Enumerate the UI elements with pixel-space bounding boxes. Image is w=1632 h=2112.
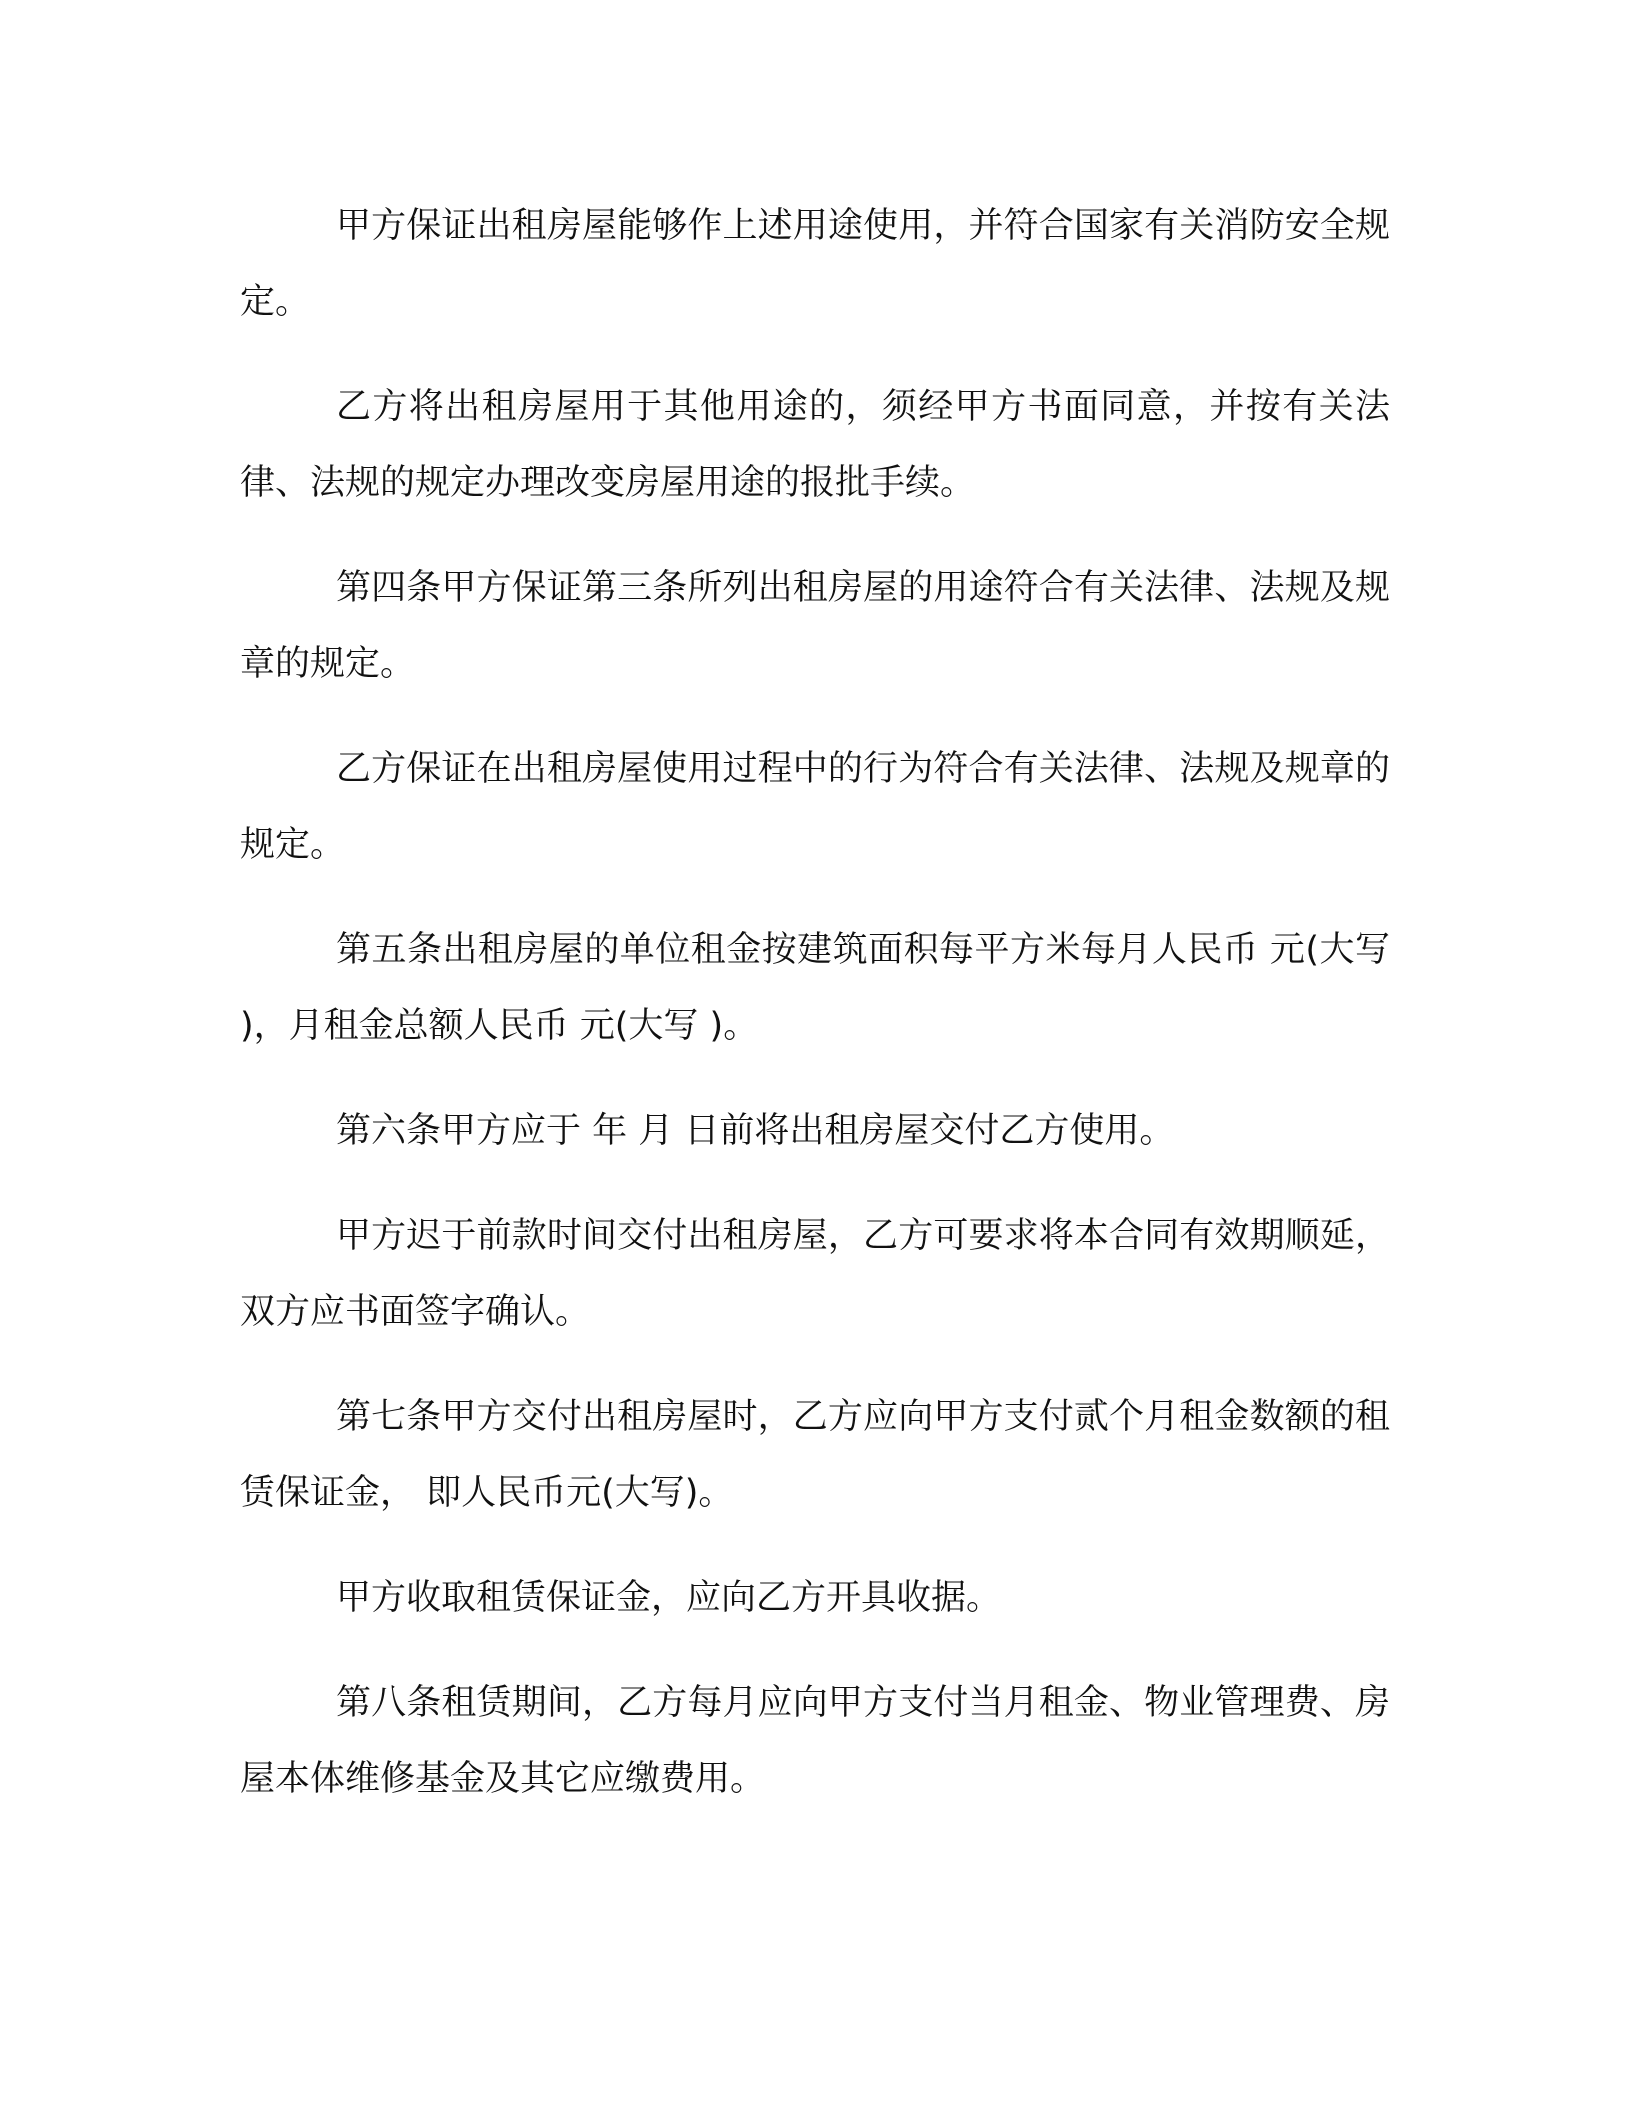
paragraph-other-use: 乙方将出租房屋用于其他用途的，须经甲方书面同意，并按有关法律、法规的规定办理改变房屋用途的报批手续。 xyxy=(240,387,1390,503)
paragraph-article-7: 第七条甲方交付出租房屋时，乙方应向甲方支付贰个月租金数额的租赁保证金， 即人民币元(大写)。 xyxy=(240,1397,1390,1513)
paragraph-receipt: 甲方收取租赁保证金，应向乙方开具收据。 xyxy=(336,1578,1002,1618)
paragraph-fire-safety: 甲方保证出租房屋能够作上述用途使用，并符合国家有关消防安全规定。 xyxy=(240,206,1390,322)
document-body xyxy=(240,188,1402,1846)
paragraph-article-4: 第四条甲方保证第三条所列出租房屋的用途符合有关法律、法规及规章的规定。 xyxy=(240,568,1390,684)
paragraph-article-6: 第六条甲方应于 年 月 日前将出租房屋交付乙方使用。 xyxy=(336,1111,1175,1151)
paragraph-late-delivery: 甲方迟于前款时间交付出租房屋，乙方可要求将本合同有效期顺延，双方应书面签字确认。 xyxy=(240,1216,1390,1332)
paragraph-article-8: 第八条租赁期间，乙方每月应向甲方支付当月租金、物业管理费、房屋本体维修基金及其它应缴费用。 xyxy=(240,1683,1390,1799)
paragraph-article-5: 第五条出租房屋的单位租金按建筑面积每平方米每月人民币 元(大写 )，月租金总额人民币 元(大写 )。 xyxy=(240,930,1402,1046)
paragraph-tenant-guarantee: 乙方保证在出租房屋使用过程中的行为符合有关法律、法规及规章的规定。 xyxy=(240,749,1390,865)
